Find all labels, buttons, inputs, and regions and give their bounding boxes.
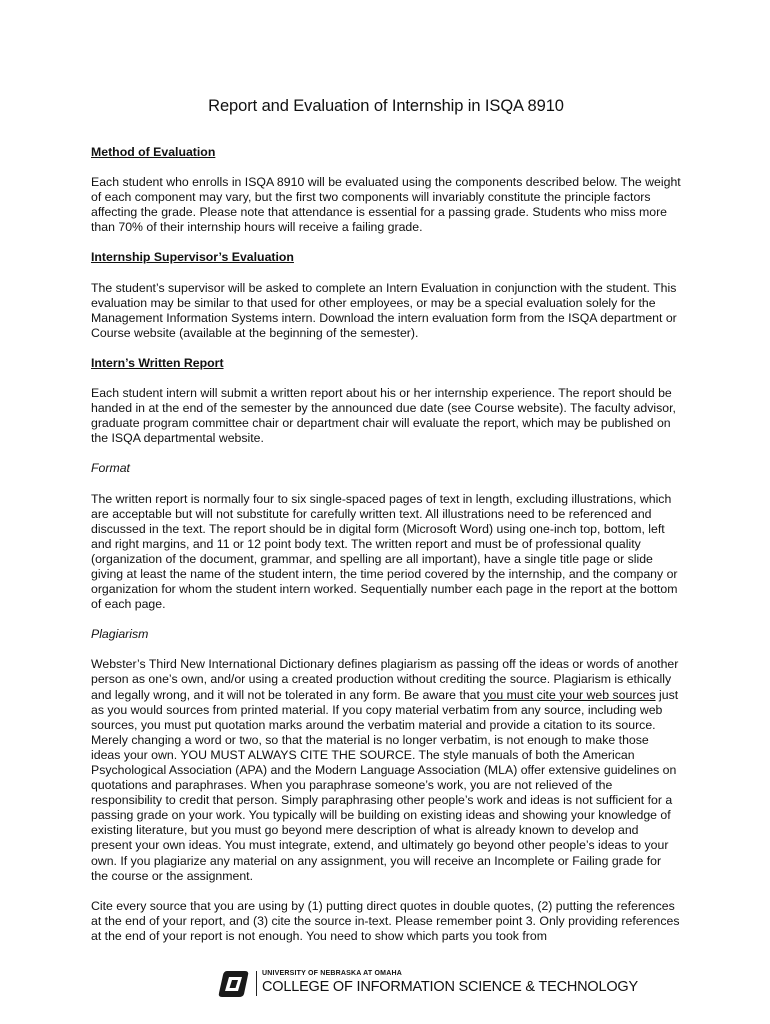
format-paragraph: The written report is normally four to six single-spaced pages of text in length, excluding illustrations, which are acceptable but will not substitute for carefully written text. All illustrations need to be referenced and discussed in the text. The report should be in digital form (Microsoft Word) using one-inch top, bottom, left and right margins, and 11 or 12 point body text. The written report and must be of professional quality (organization of the document, grammar, and spelling are all important), have a single title page or slide giving at least the name of the student intern, the time period covered by the internship, and the company or organization for whom the student intern worked. Sequentially number each page in the report at the bottom of each page. bbox=[91, 491, 678, 612]
plagiarism-text-end: just as you would sources from printed material. If you copy material verbatim from any source, including web sources, you must put quotation marks around the verbatim material and provide a citation to its source. Merely changing a word or two, so that the material is no longer verbatim, is not enough to make those ideas your own. YOU MUST ALWAYS CITE THE SOURCE. The style manuals of both the American Psychological Association (APA) and the Modern Language Association (MLA) offer extensive guidelines on quotations and paraphrases. When you paraphrase someone’s work, you are not relieved of the responsibility to credit that person. Simply paraphrasing other people’s work and ideas is not sufficient for a passing grade on your work. You typically will be building on existing ideas and showing your knowledge of existing literature, but you must go beyond mere description of what is already known to develop and present your own ideas. You must integrate, extend, and ultimately go beyond other people’s ideas to your own. If you plagiarize any material on any assignment, you will receive an Incomplete or Failing grade for the course or the assignment. bbox=[91, 687, 679, 883]
plagiarism-heading: Plagiarism bbox=[91, 627, 149, 642]
cite-web-sources-link[interactable]: you must cite your web sources bbox=[483, 687, 656, 702]
document-body bbox=[91, 96, 681, 959]
college-name: COLLEGE OF INFORMATION SCIENCE & TECHNOLOGY bbox=[262, 979, 638, 995]
report-paragraph: Each student intern will submit a written report about his or her internship experience. The report should be handed in at the end of the semester by the announced due date (see Course website). The faculty advisor, graduate program committee chair or department chair will evaluate the report, which may be published on the ISQA departmental website. bbox=[91, 386, 676, 446]
method-heading: Method of Evaluation bbox=[91, 145, 216, 159]
footer-branding bbox=[218, 968, 638, 1000]
supervisor-paragraph: The student’s supervisor will be asked to complete an Intern Evaluation in conjunction with the student. This evaluation may be similar to that used for other employees, or may be a special evaluation solely for the Management Information Systems intern. Download the intern evaluation form from the ISQA department or Course website (available at the beginning of the semester). bbox=[91, 280, 677, 340]
footer-divider bbox=[256, 971, 257, 996]
cite-paragraph: Cite every source that you are using by (1) putting direct quotes in double quotes, (2) putting the references at the end of your report, and (3) cite the source in-text. Please remember point 3. Only providing references at the end of your report is not enough. You need to show which parts you took from bbox=[91, 898, 680, 943]
document-title: Report and Evaluation of Internship in ISQA 8910 bbox=[208, 97, 564, 115]
report-heading: Intern’s Written Report bbox=[91, 355, 224, 370]
method-paragraph: Each student who enrolls in ISQA 8910 will be evaluated using the components described below. The weight of each component may vary, but the first two components will invariably constitute the principle factors affecting the grade. Please note that attendance is essential for a passing grade. Students who miss more than 70% of their internship hours will receive a failing grade. bbox=[91, 175, 681, 235]
supervisor-heading: Internship Supervisor’s Evaluation bbox=[91, 250, 294, 265]
plagiarism-paragraph bbox=[91, 657, 681, 883]
plagiarism-text-start: Webster’s Third New International Dictionary defines plagiarism as passing off the ideas or words of another person as one’s own, and/or using a created production without crediting the source. Plagiarism is ethically and legally wrong, and it will not be tolerated in any form. Be aware that bbox=[91, 657, 679, 702]
format-heading: Format bbox=[91, 461, 130, 476]
unomaha-o-logo-icon bbox=[218, 969, 250, 999]
university-name: UNIVERSITY OF NEBRASKA AT OMAHA bbox=[262, 970, 402, 977]
